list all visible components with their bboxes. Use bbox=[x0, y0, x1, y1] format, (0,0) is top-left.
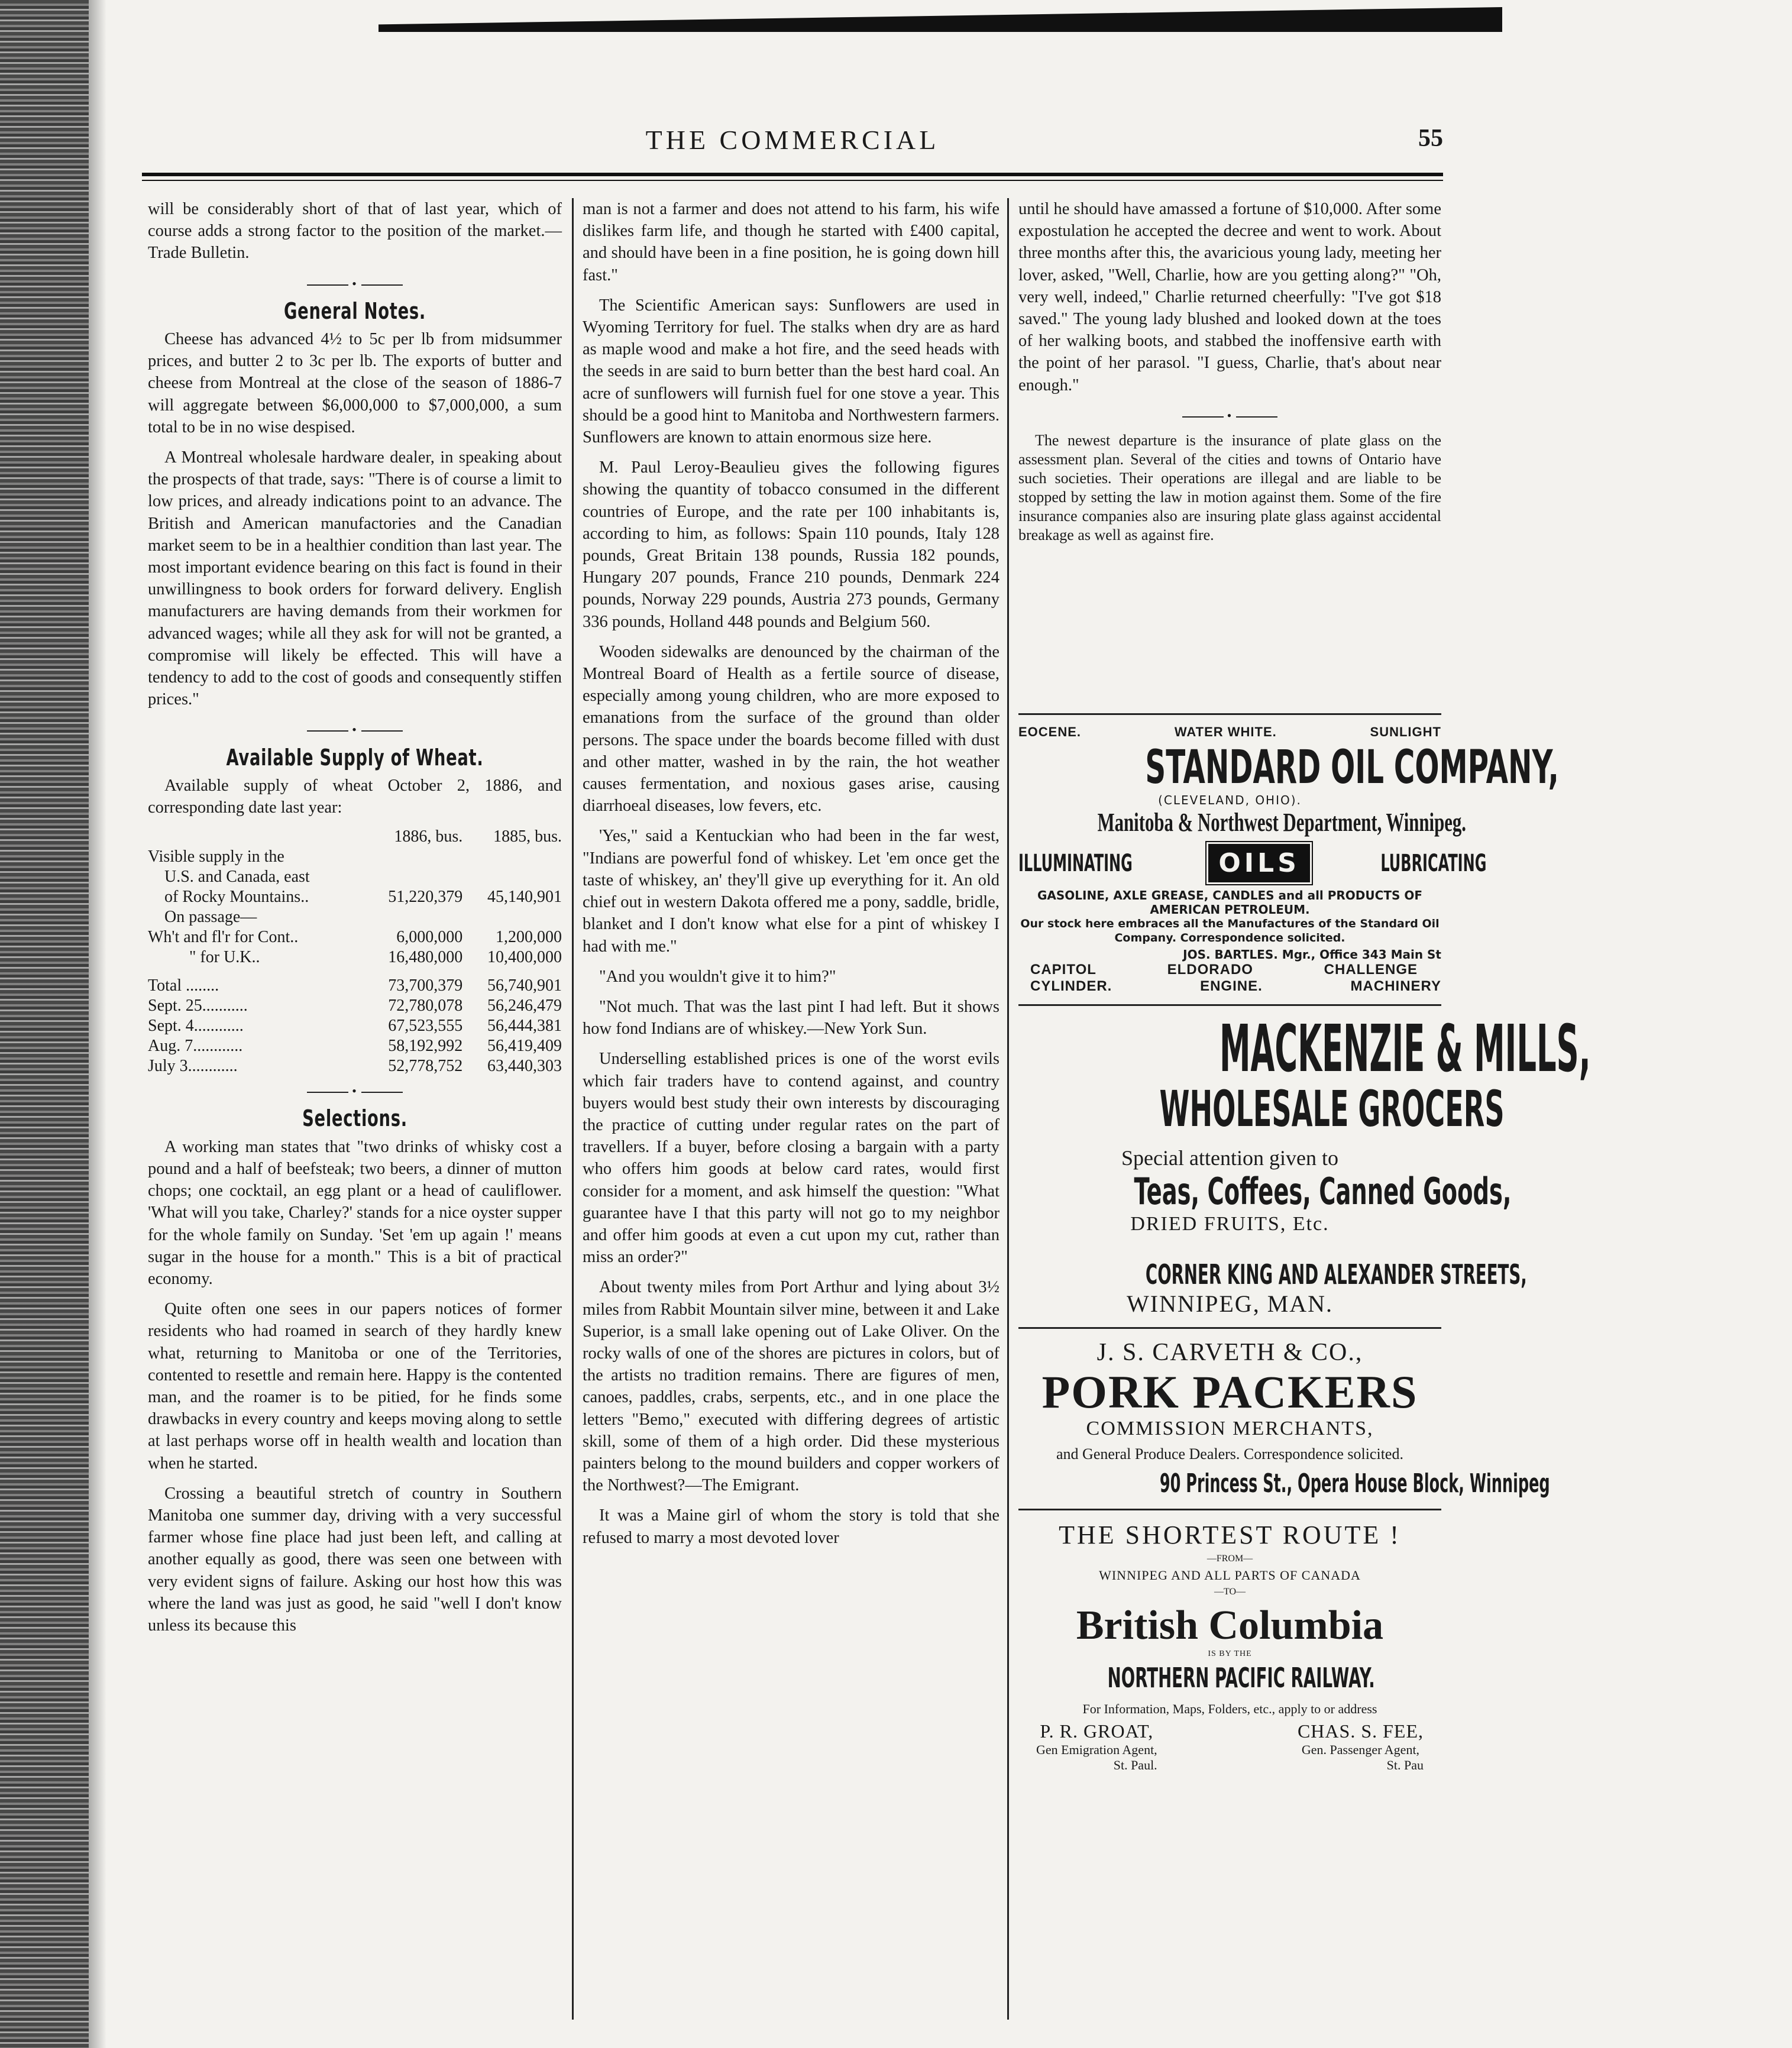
row-value-1885: 56,740,901 bbox=[487, 976, 562, 995]
article-paragraph: The Scientific American says: Sunflowers are used in Wyoming Territory for fuel. The stalks when dry are as hard as maple wood and make a hot fire, and the seed heads with the seeds in are said to burn better than the best hard coal. An acre of sunflowers will furnish fuel for one stove a year. This should be a good hint to Manitoba and Northwestern farmers. Sunflowers are known to attain enormous size here. bbox=[583, 296, 999, 447]
section-title-wheat-supply: Available Supply of Wheat. bbox=[226, 744, 484, 771]
row-value-1885: 56,444,381 bbox=[487, 1017, 562, 1036]
ornament-divider: • bbox=[148, 1080, 562, 1102]
row-label: On passage— bbox=[164, 908, 257, 927]
oil-type-machinery: MACHINERY bbox=[1350, 978, 1441, 994]
article-paragraph: 'Yes," said a Kentuckian who had been in the far west, "Indians are powerful fond of whiskey. Let 'em once get the taste of whiskey, an' they'll give up everything for it. An old chief out in western Dakota offered me a pony, saddle, bridle, blanket and I don't know what else for a pint of whiskey I had with me." bbox=[583, 827, 999, 956]
railway-line: NORTHERN PACIFIC RAILWAY. bbox=[1107, 1662, 1375, 1694]
oil-brand-capitol: CAPITOL bbox=[1030, 962, 1096, 978]
carveth-headline: PORK PACKERS bbox=[1041, 1366, 1418, 1418]
row-label: Sept. 25........... bbox=[148, 997, 248, 1015]
row-value-1886: 67,523,555 bbox=[388, 1017, 463, 1036]
agent-fee bbox=[1298, 1720, 1424, 1773]
column-middle bbox=[583, 198, 999, 1557]
wheat-supply-table bbox=[148, 827, 562, 1076]
column-header-1886: 1886, bus. bbox=[394, 827, 463, 846]
row-value-1885: 56,419,409 bbox=[487, 1037, 562, 1056]
ornament-divider: • bbox=[148, 719, 562, 740]
advertisements bbox=[1018, 704, 1591, 1773]
oil-type-engine: ENGINE. bbox=[1200, 978, 1263, 994]
carveth-name: J. S. CARVETH & CO., bbox=[1096, 1339, 1363, 1366]
oil-manager: JOS. BARTLES. Mgr., Office 343 Main St bbox=[1183, 947, 1441, 962]
ad-divider bbox=[1018, 1004, 1441, 1006]
railway-agents bbox=[1018, 1717, 1441, 1773]
row-label: July 3............ bbox=[148, 1057, 238, 1076]
row-value-1886: 72,780,078 bbox=[388, 997, 463, 1015]
row-value-1886: 52,778,752 bbox=[388, 1057, 463, 1076]
selections-paragraph: Quite often one sees in our papers notices of former residents who had roamed in search of they hardly knew what, returning to Manitoba or one of the Territories, contented to resettle and remain here. Happy is the contented man, and the roamer is to be pitied, for he finds some drawbacks in every country and keeps moving along to settle at last perhaps worse off in health wealth and location than when he started. bbox=[148, 1300, 562, 1473]
row-label: Aug. 7............ bbox=[148, 1037, 243, 1056]
column-right-text bbox=[1018, 198, 1441, 553]
agent-title: Gen Emigration Agent, bbox=[1036, 1742, 1157, 1757]
row-value-1885: 63,440,303 bbox=[487, 1057, 562, 1076]
column-left bbox=[148, 198, 562, 1645]
oil-brands-row bbox=[1018, 978, 1441, 995]
column-rule-1 bbox=[572, 198, 574, 2020]
ad-divider bbox=[1018, 1509, 1441, 1510]
article-paragraph: Underselling established prices is one of the worst evils which fair traders have to contend against, and country buyers would best study their own interests by discouraging the practice of cutting under regular rates on the part of travellers. If a buyer, before closing a bargain with a party who offers him goods at below card rates, would first consider for a moment, and ask himself the question: "What guarantee have I that this party will not go to my neighbor and offer him goods at even a cut upon my cut, rather than miss an order?" bbox=[583, 1050, 999, 1267]
table-row bbox=[148, 887, 562, 907]
railway-places: WINNIPEG AND ALL PARTS OF CANADA bbox=[1099, 1568, 1361, 1583]
railway-info: For Information, Maps, Folders, etc., apply to or address bbox=[1082, 1701, 1377, 1716]
header-rule-thick bbox=[142, 173, 1443, 176]
row-label: Total ........ bbox=[148, 976, 219, 995]
oil-department: Manitoba & Northwest Department, Winnipeg. bbox=[1097, 808, 1466, 837]
ornament-divider: • bbox=[148, 273, 562, 295]
oil-type-cylinder: CYLINDER. bbox=[1030, 978, 1112, 994]
table-row bbox=[148, 1036, 562, 1056]
table-header-row bbox=[148, 827, 562, 847]
row-value-1886: 6,000,000 bbox=[396, 928, 463, 947]
article-paragraph: The newest departure is the insurance of plate glass on the assessment plan. Several of the cities and towns of Ontario have such societies. Their operations are illegal and are liable to be stopped by setting the law in motion against them. Some of the fire insurance companies also are insuring plate glass against accidental breakage as well as against fire. bbox=[1018, 432, 1441, 544]
article-paragraph: "Not much. That was the last pint I had left. But it shows how fond Indians are of whiskey.—New York Sun. bbox=[583, 997, 999, 1038]
section-title-selections: Selections. bbox=[302, 1105, 407, 1132]
oils-logo: OILS bbox=[1208, 844, 1310, 882]
general-notes-paragraph: Cheese has advanced 4½ to 5c per lb from midsummer prices, and butter 2 to 3c per lb. The exports of butter and cheese from Montreal at the close of the season of 1886-7 will aggregate between $6,000,000 to $7,000,000, a sum total to be in no wise despised. bbox=[148, 330, 562, 436]
agent-title: Gen. Passenger Agent, bbox=[1301, 1742, 1420, 1757]
carveth-dealers: and General Produce Dealers. Correspondence solicited. bbox=[1056, 1445, 1403, 1463]
row-value-1886 bbox=[363, 867, 462, 887]
carveth-sub: COMMISSION MERCHANTS, bbox=[1086, 1418, 1374, 1439]
table-row bbox=[148, 847, 562, 867]
table-row bbox=[148, 968, 562, 996]
agent-groat bbox=[1036, 1720, 1157, 1773]
oil-brand-eldorado: ELDORADO bbox=[1167, 962, 1253, 978]
column-header-1885: 1885, bus. bbox=[493, 827, 562, 846]
column-rule-2 bbox=[1007, 198, 1009, 2020]
mackenzie-city: WINNIPEG, MAN. bbox=[1126, 1290, 1334, 1317]
ad-divider bbox=[1018, 1327, 1441, 1329]
oil-stock: Our stock here embraces all the Manufactures of the Standard Oil Company. Correspondence solicited. bbox=[1020, 917, 1440, 944]
ad-carveth bbox=[1018, 1338, 1550, 1499]
ornament-divider: • bbox=[1018, 405, 1441, 426]
table-row bbox=[148, 927, 562, 947]
agent-city: St. Pau bbox=[1386, 1758, 1424, 1772]
row-value-1886: 16,480,000 bbox=[388, 948, 463, 967]
mackenzie-special: Special attention given to bbox=[1121, 1146, 1338, 1170]
oil-brand-water-white: WATER WHITE. bbox=[1174, 724, 1277, 739]
oil-company-name: STANDARD OIL COMPANY, bbox=[1145, 741, 1559, 794]
oil-top-row bbox=[1018, 724, 1441, 740]
intro-paragraph: will be considerably short of that of last year, which of course adds a strong factor to the position of the market.—Trade Bulletin. bbox=[148, 200, 562, 263]
ad-standard-oil bbox=[1018, 724, 1559, 995]
oil-brand-challenge: CHALLENGE bbox=[1324, 962, 1418, 978]
oil-brand-sunlight: SUNLIGHT bbox=[1370, 724, 1441, 739]
selections-paragraph: Crossing a beautiful stretch of country in Southern Manitoba one summer day, driving with a very successful farmer whose fine place had just been left, and calling at another equally as good, there was seen one between with very evident signs of failure. Asking our host how this was where the land was just as good, he said "well I don't know unless its because this bbox=[148, 1484, 562, 1635]
page-number: 55 bbox=[1418, 125, 1443, 152]
oil-products: GASOLINE, AXLE GREASE, CANDLES and all PRODUCTS OF AMERICAN PETROLEUM. bbox=[1037, 888, 1422, 917]
article-paragraph: M. Paul Leroy-Beaulieu gives the following figures showing the quantity of tobacco consumed in the different countries of Europe, and the rate per 100 inhabitants is, according to him, as follows: Spain 110 pounds, Italy 128 pounds, Great Britain 138 pounds, Russia 182 pounds, Hungary 207 pounds, France 210 pounds, Denmark 224 pounds, Norway 229 pounds, Austria 273 pounds, Germany 336 pounds, Holland 448 pounds and Belgium 560. bbox=[583, 458, 999, 631]
row-value-1886: 58,192,992 bbox=[388, 1037, 463, 1056]
oil-brand-eocene: EOCENE. bbox=[1018, 724, 1082, 739]
masthead-title: THE COMMERCIAL bbox=[645, 125, 940, 155]
mackenzie-dried: DRIED FRUITS, Etc. bbox=[1130, 1213, 1330, 1235]
carveth-address: 90 Princess St., Opera House Block, Winnipeg bbox=[1159, 1468, 1550, 1499]
railway-via: IS BY THE bbox=[1208, 1649, 1252, 1658]
table-row bbox=[148, 1056, 562, 1076]
row-value-1885: 10,400,000 bbox=[487, 948, 562, 967]
table-row bbox=[148, 907, 562, 927]
oil-city: (CLEVELAND, OHIO). bbox=[1158, 793, 1302, 807]
oil-brands-row bbox=[1018, 962, 1441, 978]
article-paragraph: Wooden sidewalks are denounced by the chairman of the Montreal Board of Health as a fertile source of disease, especially among young children, who are more exposed to emanations from the surface of the ground than older persons. The space under the boards become filled with dust and other matter, washed in by the rain, the hot weather causes fermentation, and noxious gases arise, causing diarrhoeal diseases, low fevers, etc. bbox=[583, 642, 999, 816]
agent-name: P. R. GROAT, bbox=[1040, 1720, 1154, 1742]
table-row bbox=[148, 947, 562, 968]
row-label: Wh't and fl'r for Cont.. bbox=[148, 928, 299, 947]
ad-mackenzie-mills bbox=[1018, 1011, 1591, 1318]
row-value-1885 bbox=[462, 867, 562, 887]
oil-illuminating: ILLUMINATING bbox=[1018, 849, 1133, 877]
table-row bbox=[148, 996, 562, 1016]
table-row bbox=[148, 867, 562, 887]
row-value-1885 bbox=[462, 847, 562, 867]
railway-shortest: THE SHORTEST ROUTE ! bbox=[1059, 1520, 1401, 1549]
row-value-1886: 73,700,379 bbox=[388, 976, 463, 995]
mackenzie-type: WHOLESALE GROCERS bbox=[1159, 1080, 1505, 1138]
article-paragraph: It was a Maine girl of whom the story is told that she refused to marry a most devoted lover bbox=[583, 1506, 999, 1547]
row-label: of Rocky Mountains.. bbox=[164, 888, 309, 907]
row-value-1885: 45,140,901 bbox=[487, 888, 562, 907]
row-value-1885 bbox=[462, 907, 562, 927]
row-value-1886 bbox=[363, 907, 462, 927]
binding-edge-shadow bbox=[0, 0, 89, 2048]
railway-from: —FROM— bbox=[1206, 1554, 1253, 1564]
row-value-1885: 56,246,479 bbox=[487, 997, 562, 1015]
article-paragraph: man is not a farmer and does not attend to his farm, his wife dislikes farm life, and though he started with £400 capital, and should have been in a fine position, he is going down hill fast." bbox=[583, 200, 999, 284]
row-value-1886: 51,220,379 bbox=[388, 888, 463, 907]
row-value-1886 bbox=[363, 847, 462, 867]
article-paragraph: until he should have amassed a fortune of $10,000. After some expostulation he accepted the decree and went to work. About three months after this, the avaricious young lady, meeting her lover, asked, "Well, Charlie, how are you getting along?" "Oh, very well, indeed," Charlie returned cheerfully: "I've got $18 saved." The young lady blushed and looked down at the toes of her walking boots, and stabbed the inoffensive earth with the point of her parasol. "I guess, Charlie, that's about near enough." bbox=[1018, 200, 1441, 394]
oil-lubricating: LUBRICATING bbox=[1380, 849, 1487, 877]
binding-gradient bbox=[89, 0, 106, 2048]
scan-top-shadow bbox=[379, 7, 1502, 32]
railway-destination: British Columbia bbox=[1076, 1603, 1384, 1648]
oil-banner bbox=[1018, 844, 1487, 882]
ad-divider bbox=[1018, 713, 1441, 715]
agent-name: CHAS. S. FEE, bbox=[1297, 1720, 1424, 1742]
row-label: Sept. 4............ bbox=[148, 1017, 244, 1036]
mackenzie-goods: Teas, Coffees, Canned Goods, bbox=[1134, 1170, 1512, 1213]
row-label: U.S. and Canada, east bbox=[164, 868, 310, 887]
general-notes-paragraph: A Montreal wholesale hardware dealer, in speaking about the prospects of that trade, says: "There is of course a limit to low prices, and already indications point to an advance. The British and American manufactories and the Canadian market seem to be in a healthier condition than last year. The most important evidence bearing on this fact is found in their unwillingness to book orders for forward delivery. English manufacturers are having demands from their workmen for advanced wages; while all they ask for will not be granted, a compromise will likely be effected. This will have a tendency to add to the cost of goods and consequently stiffen prices." bbox=[148, 448, 562, 709]
row-label: " for U.K.. bbox=[189, 948, 260, 967]
table-row bbox=[148, 1016, 562, 1036]
mackenzie-name: MACKENZIE & MILLS, bbox=[1220, 1011, 1591, 1086]
row-value-1885: 1,200,000 bbox=[496, 928, 562, 947]
page-header bbox=[142, 124, 1443, 160]
mackenzie-corner: CORNER KING AND ALEXANDER STREETS, bbox=[1145, 1258, 1527, 1290]
article-paragraph: About twenty miles from Port Arthur and lying about 3½ miles from Rabbit Mountain silver mine, between it and Lake Superior, is a small lake opening out of Lake Oliver. On the rocky walls of one of the shores are pictures in colors, but of the artists no tradition remains. There are figures of men, canoes, paddles, crabs, serpents, etc., and in one place the letters "Bemo," executed with differing degrees of artistic skill, some of them of a high order. Did these mysterious painters belong to the mound builders and copper workers of the Northwest?—The Emigrant. bbox=[583, 1278, 999, 1495]
ad-northern-pacific bbox=[1018, 1520, 1441, 1773]
header-rule-thin bbox=[142, 180, 1443, 181]
selections-paragraph: A working man states that "two drinks of whisky cost a pound and a half of beefsteak; two beers, a dinner of mutton chops; one cocktail, an egg plant or a head of cauliflower. 'What will you take, Charley?' stands for a nice oyster supper for the whole family on Sunday. 'Set 'em up again !' means sugar in the house for a month." This is a bit of practical economy. bbox=[148, 1137, 562, 1288]
article-paragraph: "And you wouldn't give it to him?" bbox=[599, 967, 836, 986]
section-title-general-notes: General Notes. bbox=[283, 297, 426, 324]
agent-city: St. Paul. bbox=[1113, 1758, 1157, 1772]
railway-to: —TO— bbox=[1214, 1587, 1246, 1597]
wheat-intro: Available supply of wheat October 2, 1886, and corresponding date last year: bbox=[148, 776, 562, 817]
row-label: Visible supply in the bbox=[148, 847, 284, 866]
